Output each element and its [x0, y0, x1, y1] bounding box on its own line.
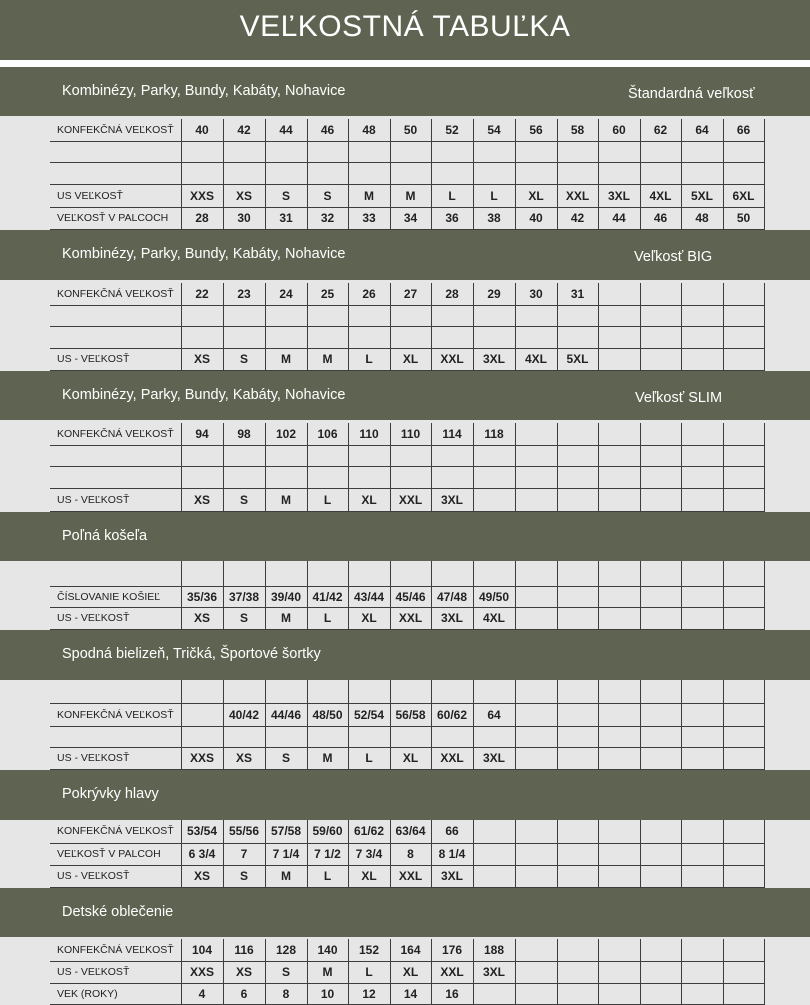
table-row	[0, 119, 810, 142]
table-row	[0, 727, 810, 748]
size-value: 3XL	[440, 493, 463, 507]
section-title: Kombinézy, Parky, Bundy, Kabáty, Nohavice	[62, 387, 346, 403]
size-value: 35/36	[186, 590, 218, 604]
size-value: L	[323, 869, 332, 883]
size-value: XL	[402, 965, 419, 979]
size-value: 62	[653, 123, 668, 137]
size-value: S	[281, 189, 290, 203]
size-value: S	[281, 965, 290, 979]
size-value: 44	[279, 123, 293, 137]
size-value: 14	[403, 987, 418, 1001]
size-value: 3XL	[482, 965, 505, 979]
section-header	[0, 67, 810, 116]
row-label: US VEĽKOSŤ	[57, 190, 123, 202]
size-value: 6XL	[732, 189, 755, 203]
size-value: 53/54	[186, 824, 218, 838]
row-label: US - VEĽKOSŤ	[57, 353, 130, 365]
size-value: 33	[362, 211, 376, 225]
size-value: 56	[529, 123, 543, 137]
size-value: 4	[198, 987, 206, 1001]
size-value: 45/46	[395, 590, 426, 604]
size-value: 63/64	[395, 824, 426, 838]
size-value: S	[239, 869, 248, 883]
row-label: KONFEKČNÁ VEĽKOSŤ	[57, 825, 174, 837]
size-value: L	[365, 965, 373, 979]
size-value: L	[365, 751, 373, 765]
size-value: 42	[570, 211, 585, 225]
size-value: 42	[237, 123, 251, 137]
size-value: M	[364, 189, 374, 203]
table-row	[0, 704, 810, 727]
section-header	[0, 371, 810, 420]
row-label: VEĽKOSŤ V PALCOH	[57, 848, 161, 860]
size-value: 36	[445, 211, 459, 225]
size-value: 12	[362, 987, 376, 1001]
size-value: 27	[403, 287, 418, 301]
size-value: 3XL	[440, 869, 463, 883]
size-value: M	[322, 352, 333, 366]
size-value: 37/38	[228, 590, 260, 604]
table-row	[0, 820, 810, 844]
size-value: 44	[612, 211, 626, 225]
size-value: 46	[653, 211, 668, 225]
size-value: 106	[317, 427, 338, 441]
size-value: 56/58	[395, 708, 426, 722]
table-row	[0, 163, 810, 185]
size-value: 54	[487, 123, 501, 137]
size-value: 58	[570, 123, 585, 137]
size-value: M	[281, 352, 291, 366]
size-value: 24	[279, 287, 293, 301]
row-label: KONFEKČNÁ VEĽKOSŤ	[57, 124, 174, 136]
section-size-type: Veľkosť BIG	[634, 249, 713, 265]
section-header	[0, 630, 810, 680]
size-value: 59/60	[312, 824, 343, 838]
row-label: KONFEKČNÁ VEĽKOSŤ	[57, 428, 174, 440]
size-value: 152	[358, 943, 380, 957]
size-value: 176	[441, 943, 463, 957]
size-value: XXS	[189, 965, 214, 979]
size-value: 3XL	[440, 611, 463, 625]
size-value: 6 3/4	[188, 847, 216, 861]
size-value: 110	[400, 427, 421, 441]
size-value: 114	[442, 427, 462, 441]
size-value: L	[323, 611, 332, 625]
size-value: 4XL	[524, 352, 547, 366]
size-value: S	[323, 189, 332, 203]
size-value: 4XL	[482, 611, 505, 625]
size-value: 40	[529, 211, 543, 225]
size-value: 7 3/4	[355, 847, 383, 861]
size-value: 102	[275, 427, 297, 441]
size-value: 8	[407, 847, 414, 861]
table-row	[0, 844, 810, 866]
size-value: S	[281, 751, 290, 765]
table-row	[0, 680, 810, 704]
row-label: US - VEĽKOSŤ	[57, 870, 130, 882]
size-value: 16	[445, 987, 459, 1001]
size-value: XL	[361, 611, 377, 625]
size-value: 104	[191, 943, 213, 957]
section-title: Poľná košeľa	[62, 528, 148, 544]
size-value: 23	[237, 287, 251, 301]
size-value: L	[448, 189, 456, 203]
size-value: 22	[195, 287, 209, 301]
size-value: 60/62	[436, 708, 468, 722]
table-row	[0, 349, 810, 371]
row-label: US - VEĽKOSŤ	[57, 752, 130, 764]
size-value: XS	[235, 189, 252, 203]
size-value: 6	[240, 987, 248, 1001]
size-value: 30	[237, 211, 251, 225]
size-value: 44/46	[270, 708, 302, 722]
size-value: L	[365, 352, 373, 366]
size-value: XL	[402, 751, 419, 765]
size-value: 34	[403, 211, 418, 225]
size-value: 94	[195, 427, 209, 441]
size-value: 118	[484, 427, 504, 441]
row-label: VEĽKOSŤ V PALCOCH	[57, 212, 169, 224]
size-value: 43/44	[353, 590, 385, 604]
section-title: Kombinézy, Parky, Bundy, Kabáty, Nohavice	[62, 83, 346, 99]
size-value: XL	[528, 189, 544, 203]
table-row	[0, 489, 810, 512]
table-row	[0, 283, 810, 306]
size-value: 64	[695, 123, 709, 137]
size-value: 50	[403, 123, 418, 137]
size-value: S	[239, 611, 248, 625]
size-value: 64	[487, 708, 501, 722]
section-size-type: Štandardná veľkosť	[628, 86, 755, 102]
size-value: M	[322, 751, 333, 765]
table-row	[0, 467, 810, 489]
row-label: US - VEĽKOSŤ	[57, 494, 130, 506]
table-row	[0, 327, 810, 349]
table-row	[0, 306, 810, 327]
size-value: M	[322, 965, 333, 979]
size-value: XS	[193, 611, 210, 625]
table-row	[0, 142, 810, 163]
row-label: US - VEĽKOSŤ	[57, 966, 130, 978]
size-value: 5XL	[566, 352, 589, 366]
row-label: KONFEKČNÁ VEĽKOSŤ	[57, 709, 174, 721]
size-value: 60	[612, 123, 626, 137]
table-row	[0, 984, 810, 1005]
size-value: 164	[400, 943, 421, 957]
size-value: 4XL	[649, 189, 672, 203]
table-row	[0, 446, 810, 467]
size-value: 10	[320, 987, 335, 1001]
size-value: XXL	[565, 189, 590, 203]
size-value: 31	[570, 287, 585, 301]
table-row	[0, 208, 810, 230]
row-label: US - VEĽKOSŤ	[57, 612, 130, 624]
size-value: L	[490, 189, 498, 203]
table-row	[0, 866, 810, 888]
size-value: XXL	[440, 352, 464, 366]
size-value: 128	[275, 943, 297, 957]
size-value: XXL	[398, 611, 423, 625]
size-value: 28	[445, 287, 459, 301]
size-value: 7 1/2	[314, 847, 341, 861]
size-value: 8	[282, 987, 290, 1001]
size-value: 7	[240, 847, 248, 861]
size-value: 110	[359, 427, 379, 441]
size-value: 40	[195, 123, 209, 137]
size-value: 3XL	[482, 352, 505, 366]
size-value: XL	[361, 869, 377, 883]
section-header	[0, 230, 810, 280]
table-row	[0, 608, 810, 630]
size-value: S	[239, 493, 248, 507]
size-value: XXL	[440, 965, 464, 979]
size-value: 48/50	[312, 708, 343, 722]
row-label: ČÍSLOVANIE KOŠIEĽ	[57, 591, 161, 603]
size-value: L	[323, 493, 332, 507]
section-header	[0, 512, 810, 561]
size-value: 41/42	[312, 590, 343, 604]
size-value: 30	[529, 287, 543, 301]
section-title: Kombinézy, Parky, Bundy, Kabáty, Nohavice	[62, 246, 346, 262]
size-value: 8 1/4	[438, 847, 466, 861]
table-row	[0, 962, 810, 984]
size-value: 66	[445, 824, 459, 838]
size-value: 140	[317, 943, 338, 957]
size-value: M	[281, 869, 291, 883]
table-row	[0, 748, 810, 770]
section-title: Detské oblečenie	[62, 904, 174, 920]
size-value: XXS	[189, 751, 214, 765]
page-title: VEĽKOSTNÁ TABUĽKA	[239, 10, 571, 43]
size-value: M	[405, 189, 416, 203]
section-header	[0, 770, 810, 820]
size-value: XXS	[189, 189, 214, 203]
size-value: 46	[320, 123, 335, 137]
size-value: 28	[195, 211, 209, 225]
size-value: 32	[320, 211, 335, 225]
size-value: 52/54	[353, 708, 385, 722]
size-value: 7 1/4	[272, 847, 300, 861]
row-label: KONFEKČNÁ VEĽKOSŤ	[57, 944, 174, 956]
size-value: 47/48	[436, 590, 468, 604]
section-title: Pokrývky hlavy	[62, 786, 159, 802]
section-header	[0, 888, 810, 937]
size-value: XXL	[398, 869, 423, 883]
size-value: 3XL	[607, 189, 630, 203]
table-row	[0, 939, 810, 962]
size-value: 40/42	[228, 708, 260, 722]
size-value: 61/62	[353, 824, 385, 838]
size-value: M	[281, 493, 291, 507]
size-value: XS	[193, 493, 210, 507]
size-value: XXL	[440, 751, 464, 765]
section-title: Spodná bielizeň, Tričká, Športové šortky	[62, 646, 321, 662]
size-value: XS	[235, 965, 252, 979]
size-value: 66	[736, 123, 751, 137]
table-row	[0, 185, 810, 208]
size-value: 48	[362, 123, 376, 137]
size-value: 25	[320, 287, 335, 301]
row-label: KONFEKČNÁ VEĽKOSŤ	[57, 288, 174, 300]
size-value: M	[281, 611, 291, 625]
size-value: 26	[362, 287, 376, 301]
size-value: 39/40	[270, 590, 302, 604]
table-row	[0, 587, 810, 608]
size-value: 188	[483, 943, 505, 957]
size-value: 5XL	[690, 189, 713, 203]
size-value: 38	[487, 211, 501, 225]
size-value: 3XL	[482, 751, 505, 765]
size-value: XS	[235, 751, 252, 765]
size-value: 52	[445, 123, 459, 137]
size-value: 55/56	[228, 824, 260, 838]
size-value: 29	[487, 287, 501, 301]
table-row	[0, 561, 810, 587]
size-value: 57/58	[270, 824, 302, 838]
size-value: XS	[193, 352, 210, 366]
size-value: XL	[361, 493, 377, 507]
size-value: 98	[237, 427, 251, 441]
row-label: VEK (ROKY)	[57, 988, 118, 1000]
size-value: XS	[193, 869, 210, 883]
section-size-type: Veľkosť SLIM	[635, 390, 723, 406]
size-value: 50	[736, 211, 751, 225]
table-row	[0, 423, 810, 446]
size-value: 116	[234, 943, 254, 957]
size-value: S	[239, 352, 248, 366]
size-value: XL	[402, 352, 419, 366]
size-value: 48	[695, 211, 709, 225]
size-value: 31	[279, 211, 293, 225]
size-value: 49/50	[478, 590, 510, 604]
size-value: XXL	[398, 493, 423, 507]
